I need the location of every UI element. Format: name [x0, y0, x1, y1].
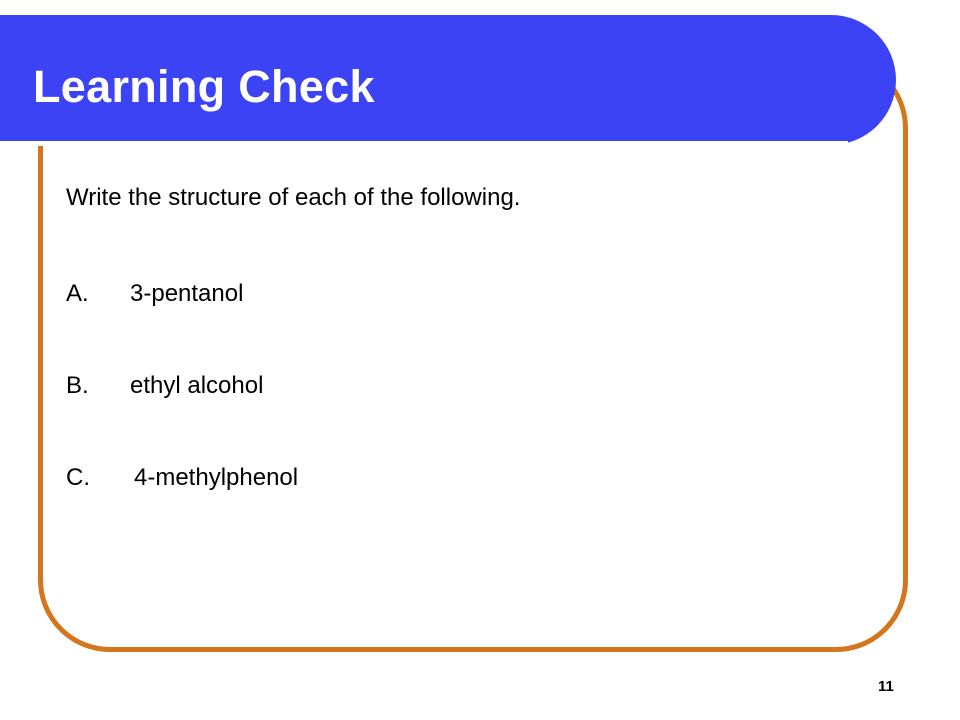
title-bar: [0, 15, 896, 145]
list-item-c: [66, 464, 298, 492]
item-letter: A.: [66, 280, 89, 307]
list-item-a: [66, 280, 243, 308]
page-number: 11: [878, 678, 894, 695]
item-text: 4-methylphenol: [134, 464, 299, 491]
slide-title: Learning Check: [33, 61, 375, 112]
item-text: 3-pentanol: [130, 280, 244, 307]
instruction-text: Write the structure of each of the following.: [66, 184, 521, 211]
item-text: ethyl alcohol: [130, 372, 264, 399]
title-underline: [0, 141, 848, 146]
item-letter: C.: [66, 464, 90, 491]
list-item-b: [66, 372, 263, 400]
item-letter: B.: [66, 372, 89, 399]
